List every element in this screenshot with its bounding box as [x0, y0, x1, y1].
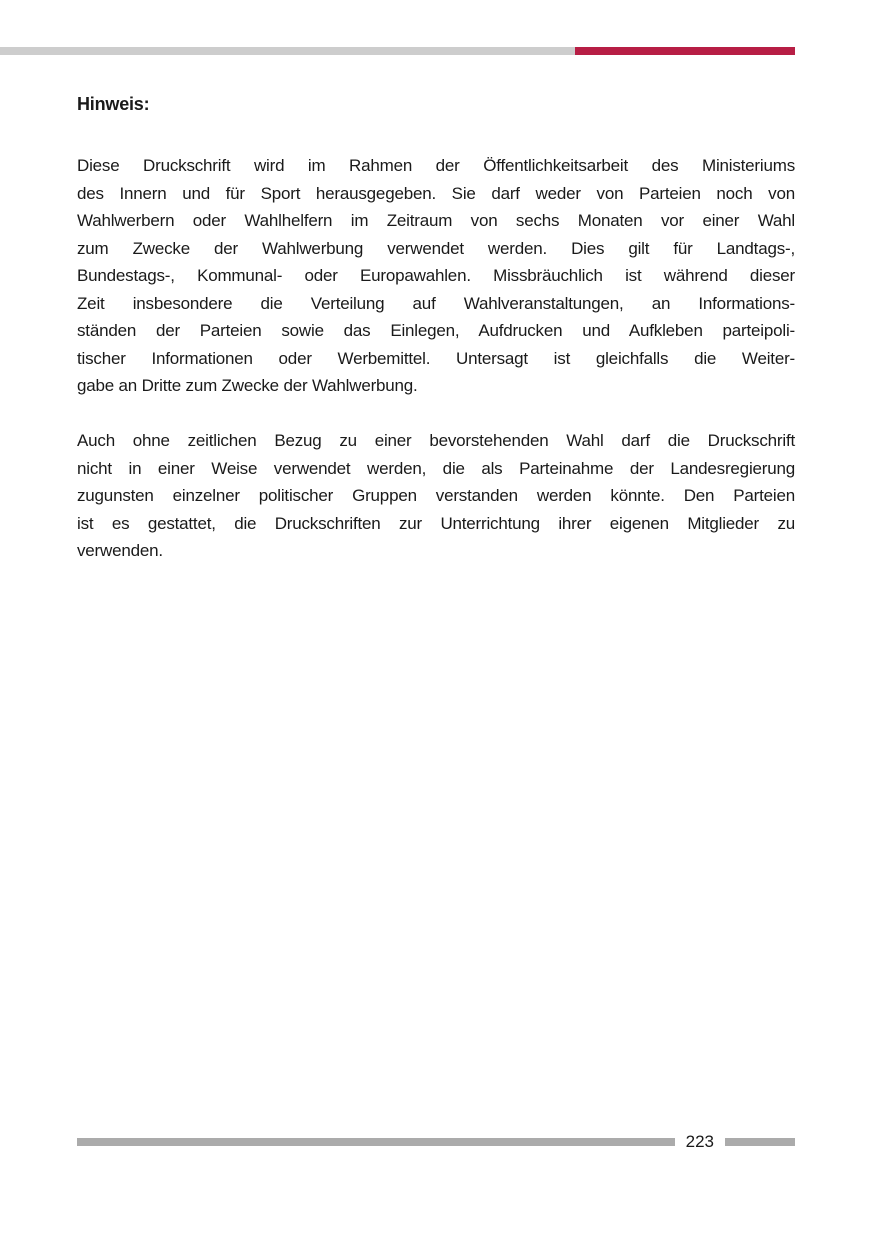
- paragraph-line: ist es gestattet, die Druckschriften zur Unterrichtung ihrer eigenen Mitglieder zu: [77, 513, 795, 533]
- paragraph-line: verwenden.: [77, 541, 163, 560]
- page-number: 223: [685, 1132, 714, 1151]
- footer-rule: [77, 1131, 795, 1153]
- paragraph-line: Wahlwerbern oder Wahlhelfern im Zeitraum von sechs Monaten vor einer Wahl: [77, 211, 795, 230]
- paragraph-line: des Innern und für Sport herausgegeben. Sie darf weder von Parteien noch von: [77, 183, 795, 203]
- footer-rule-long-bar: [77, 1138, 675, 1146]
- paragraph-line: nicht in einer Weise verwendet werden, die als Parteinahme der Landesregierung: [77, 458, 795, 478]
- footer-rule-short-bar: [725, 1138, 795, 1146]
- paragraph-line: tischer Informationen oder Werbemittel. Untersagt ist gleichfalls die Weiter-: [77, 348, 795, 368]
- main-text-block: [77, 94, 795, 592]
- paragraph-line: zum Zwecke der Wahlwerbung verwendet werden. Dies gilt für Landtags-,: [77, 238, 795, 258]
- paragraph-line: Zeit insbesondere die Verteilung auf Wahlveranstaltungen, an Informations-: [77, 293, 795, 313]
- paragraph-line: ständen der Parteien sowie das Einlegen, Aufdrucken und Aufkleben parteipoli-: [77, 321, 795, 340]
- header-rule-gray-segment: [0, 47, 575, 55]
- paragraph-line: Diese Druckschrift wird im Rahmen der Öffentlichkeitsarbeit des Ministeriums: [77, 156, 795, 175]
- paragraph-line: zugunsten einzelner politischer Gruppen verstanden werden könnte. Den Parteien: [77, 486, 795, 505]
- notice-heading: Hinweis:: [77, 94, 150, 114]
- paragraph-line: Bundestags-, Kommunal- oder Europawahlen. Missbräuchlich ist während dieser: [77, 266, 795, 285]
- paragraph-line: Auch ohne zeitlichen Bezug zu einer bevorstehenden Wahl darf die Druckschrift: [77, 431, 795, 450]
- paragraph-2: [77, 427, 795, 565]
- header-rule: [0, 47, 795, 55]
- paragraph-line: gabe an Dritte zum Zwecke der Wahlwerbung.: [77, 376, 418, 395]
- header-rule-red-segment: [575, 47, 795, 55]
- paragraph-1: [77, 152, 795, 400]
